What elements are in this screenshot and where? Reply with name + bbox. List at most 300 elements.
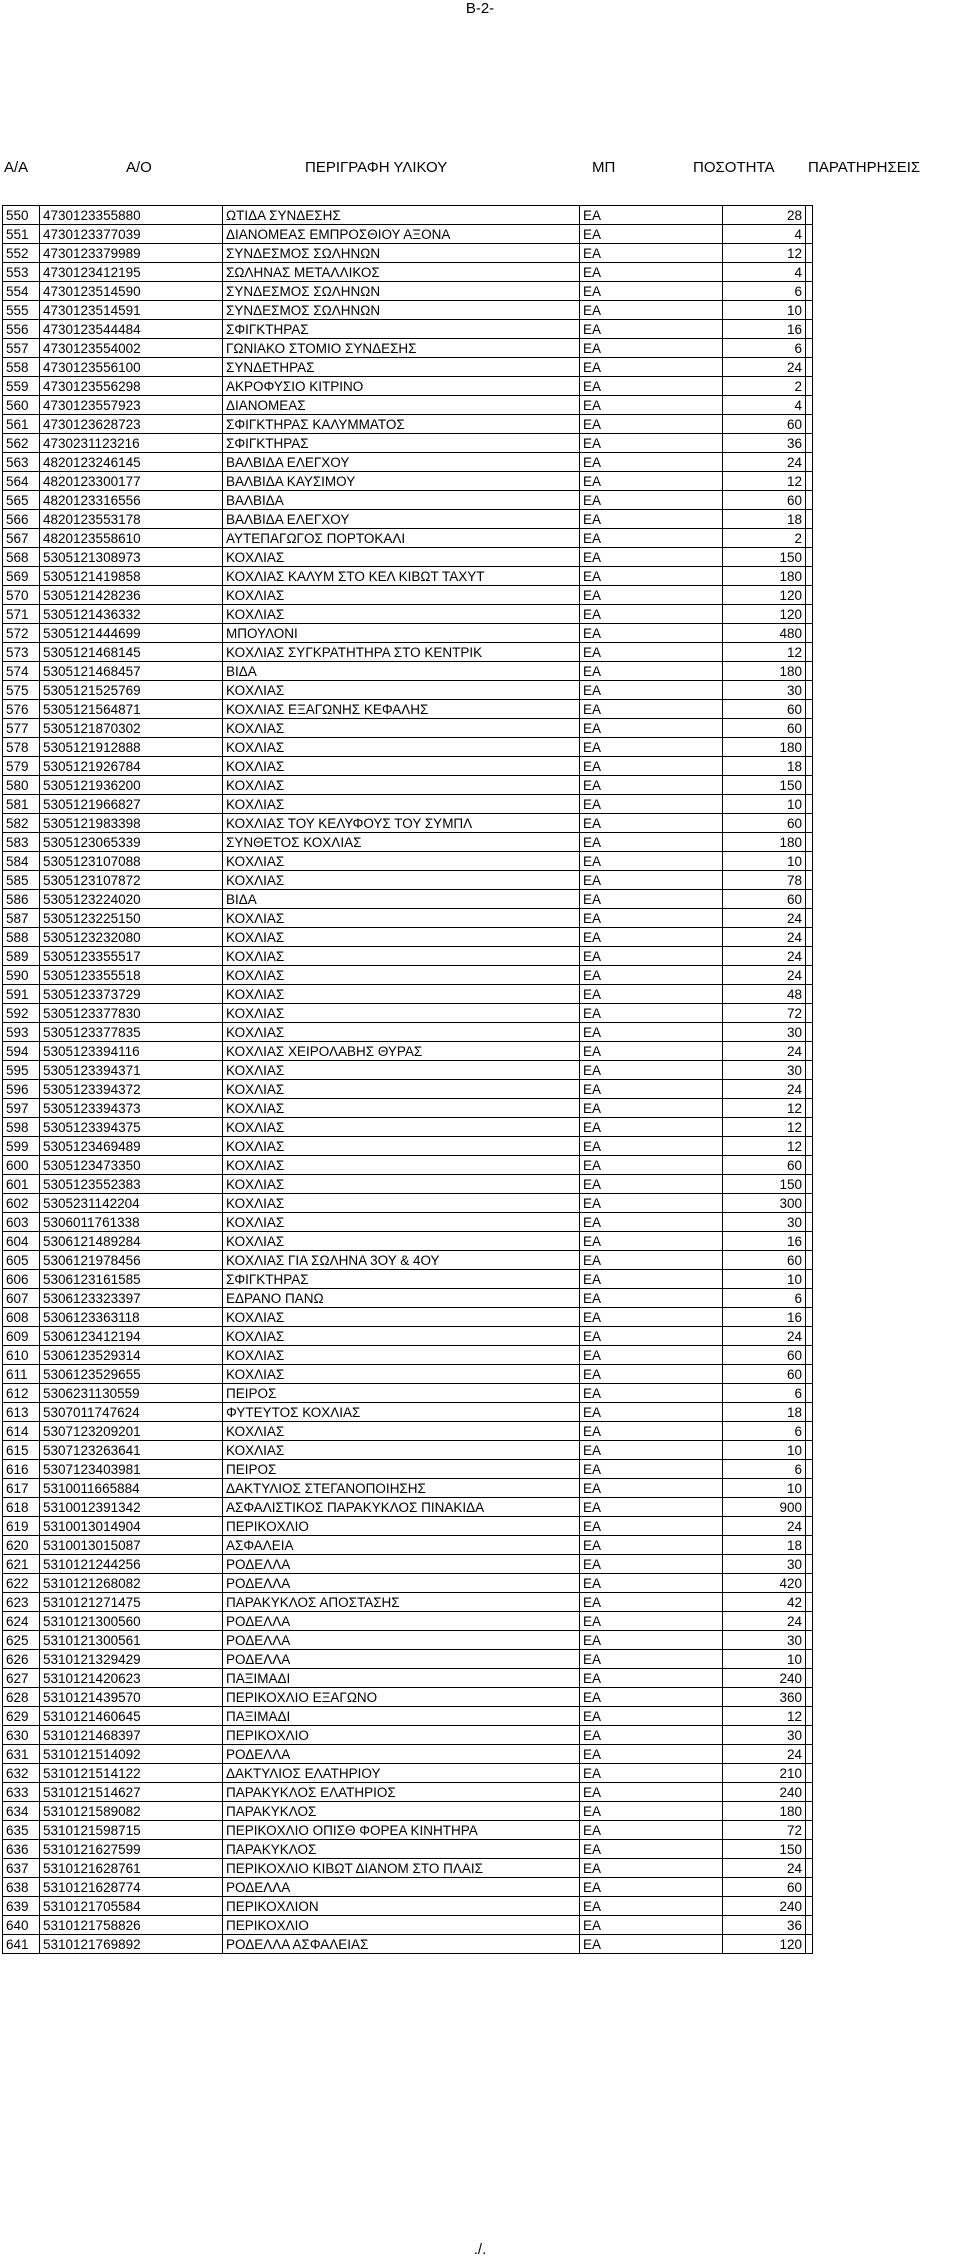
row-material-code: 4730123557923 [40,396,223,415]
row-unit: ΕΑ [580,1897,723,1916]
table-row [3,1517,813,1536]
row-unit: ΕΑ [580,605,723,624]
row-quantity: 24 [723,1080,806,1099]
row-material-code: 4730123554002 [40,339,223,358]
row-unit: ΕΑ [580,567,723,586]
row-quantity: 2 [723,529,806,548]
row-quantity: 210 [723,1764,806,1783]
row-notes [806,1004,813,1023]
row-quantity: 6 [723,1289,806,1308]
row-quantity: 6 [723,282,806,301]
row-description: ΣΦΙΓΚΤΗΡΑΣ [223,434,580,453]
row-quantity: 28 [723,206,806,225]
row-number: 571 [3,605,40,624]
row-unit: ΕΑ [580,1118,723,1137]
row-number: 583 [3,833,40,852]
row-unit: ΕΑ [580,1631,723,1650]
row-material-code: 5305121525769 [40,681,223,700]
row-notes [806,1631,813,1650]
row-notes [806,662,813,681]
row-quantity: 240 [723,1783,806,1802]
row-description: ΡΟΔΕΛΛΑ ΑΣΦΑΛΕΙΑΣ [223,1935,580,1954]
row-unit: ΕΑ [580,529,723,548]
row-number: 560 [3,396,40,415]
row-number: 634 [3,1802,40,1821]
table-row [3,1137,813,1156]
row-number: 599 [3,1137,40,1156]
table-row [3,1707,813,1726]
row-quantity: 18 [723,757,806,776]
table-row [3,225,813,244]
row-number: 602 [3,1194,40,1213]
row-description: ΚΟΧΛΙΑΣ ΤΟΥ ΚΕΛΥΦΟΥΣ ΤΟΥ ΣΥΜΠΛ [223,814,580,833]
row-quantity: 12 [723,1099,806,1118]
row-material-code: 5310121300560 [40,1612,223,1631]
row-notes [806,263,813,282]
row-number: 601 [3,1175,40,1194]
table-row [3,1650,813,1669]
row-material-code: 4820123558610 [40,529,223,548]
row-quantity: 10 [723,852,806,871]
row-number: 619 [3,1517,40,1536]
row-description: ΚΟΧΛΙΑΣ ΚΑΛΥΜ ΣΤΟ ΚΕΛ ΚΙΒΩΤ ΤΑΧΥΤ [223,567,580,586]
row-description: ΑΚΡΟΦΥΣΙΟ ΚΙΤΡΙΝΟ [223,377,580,396]
row-description: ΣΥΝΔΕΣΜΟΣ ΣΩΛΗΝΩΝ [223,301,580,320]
row-number: 587 [3,909,40,928]
row-material-code: 5305123107872 [40,871,223,890]
row-notes [806,1688,813,1707]
row-notes [806,1460,813,1479]
row-notes [806,1745,813,1764]
row-description: ΚΟΧΛΙΑΣ [223,1118,580,1137]
row-number: 567 [3,529,40,548]
table-row [3,1555,813,1574]
row-description: ΡΟΔΕΛΛΑ [223,1745,580,1764]
row-description: ΚΟΧΛΙΑΣ [223,738,580,757]
table-row [3,1403,813,1422]
row-material-code: 5310121628774 [40,1878,223,1897]
row-notes [806,1821,813,1840]
row-material-code: 5310012391342 [40,1498,223,1517]
row-unit: ΕΑ [580,966,723,985]
row-description: ΡΟΔΕΛΛΑ [223,1631,580,1650]
row-unit: ΕΑ [580,662,723,681]
row-unit: ΕΑ [580,244,723,263]
table-row [3,396,813,415]
row-material-code: 5306123161585 [40,1270,223,1289]
row-notes [806,472,813,491]
row-number: 606 [3,1270,40,1289]
row-notes [806,320,813,339]
row-description: ΓΩΝΙΑΚΟ ΣΤΟΜΙΟ ΣΥΝΔΕΣΗΣ [223,339,580,358]
row-unit: ΕΑ [580,1308,723,1327]
row-material-code: 5310121589082 [40,1802,223,1821]
row-unit: ΕΑ [580,472,723,491]
row-material-code: 5306121489284 [40,1232,223,1251]
row-notes [806,833,813,852]
row-notes [806,1289,813,1308]
row-unit: ΕΑ [580,1175,723,1194]
table-row [3,1916,813,1935]
row-notes [806,1517,813,1536]
row-material-code: 5310121628761 [40,1859,223,1878]
table-row [3,1118,813,1137]
row-unit: ΕΑ [580,890,723,909]
row-notes [806,947,813,966]
row-material-code: 5305121468457 [40,662,223,681]
row-description: ΒΙΔΑ [223,662,580,681]
row-unit: ΕΑ [580,1346,723,1365]
row-description: ΚΟΧΛΙΑΣ [223,1099,580,1118]
row-quantity: 120 [723,1935,806,1954]
row-unit: ΕΑ [580,1498,723,1517]
table-row [3,1023,813,1042]
row-notes [806,377,813,396]
row-number: 623 [3,1593,40,1612]
row-material-code: 5305121436332 [40,605,223,624]
row-quantity: 18 [723,1403,806,1422]
table-row [3,1308,813,1327]
row-number: 613 [3,1403,40,1422]
row-number: 638 [3,1878,40,1897]
row-unit: ΕΑ [580,1004,723,1023]
row-description: ΣΥΝΔΕΤΗΡΑΣ [223,358,580,377]
row-description: ΣΦΙΓΚΤΗΡΑΣ [223,1270,580,1289]
row-material-code: 5310121329429 [40,1650,223,1669]
row-material-code: 4730123514591 [40,301,223,320]
row-material-code: 5305231142204 [40,1194,223,1213]
header-aa: Α/Α [4,159,29,176]
row-number: 607 [3,1289,40,1308]
table-row [3,1498,813,1517]
row-unit: ΕΑ [580,643,723,662]
row-description: ΚΟΧΛΙΑΣ [223,719,580,738]
row-quantity: 150 [723,1175,806,1194]
row-description: ΚΟΧΛΙΑΣ [223,928,580,947]
row-unit: ΕΑ [580,719,723,738]
row-number: 618 [3,1498,40,1517]
row-unit: ΕΑ [580,757,723,776]
row-description: ΑΣΦΑΛΙΣΤΙΚΟΣ ΠΑΡΑΚΥΚΛΟΣ ΠΙΝΑΚΙΔΑ [223,1498,580,1517]
row-description: ΠΕΙΡΟΣ [223,1460,580,1479]
row-material-code: 5305123377835 [40,1023,223,1042]
row-material-code: 5310121271475 [40,1593,223,1612]
row-number: 581 [3,795,40,814]
row-quantity: 6 [723,339,806,358]
row-unit: ΕΑ [580,396,723,415]
row-unit: ΕΑ [580,1764,723,1783]
table-row [3,1289,813,1308]
row-unit: ΕΑ [580,225,723,244]
row-quantity: 240 [723,1669,806,1688]
row-unit: ΕΑ [580,1099,723,1118]
row-number: 627 [3,1669,40,1688]
row-notes [806,282,813,301]
row-material-code: 5305123107088 [40,852,223,871]
row-unit: ΕΑ [580,1802,723,1821]
table-row [3,1612,813,1631]
row-quantity: 2 [723,377,806,396]
row-description: ΡΟΔΕΛΛΑ [223,1650,580,1669]
row-unit: ΕΑ [580,1460,723,1479]
row-notes [806,795,813,814]
row-notes [806,871,813,890]
row-number: 632 [3,1764,40,1783]
header-quantity: ΠΟΣΟΤΗΤΑ [693,159,775,176]
row-description: ΚΟΧΛΙΑΣ ΓΙΑ ΣΩΛΗΝΑ 3ΟΥ & 4ΟΥ [223,1251,580,1270]
table-row [3,757,813,776]
row-notes [806,852,813,871]
row-notes [806,339,813,358]
row-description: ΚΟΧΛΙΑΣ ΕΞΑΓΩΝΗΣ ΚΕΦΑΛΗΣ [223,700,580,719]
row-quantity: 4 [723,396,806,415]
row-material-code: 5310121598715 [40,1821,223,1840]
row-material-code: 4820123553178 [40,510,223,529]
row-unit: ΕΑ [580,909,723,928]
row-number: 631 [3,1745,40,1764]
page-label: Β-2- [465,0,495,17]
header-notes: ΠΑΡΑΤΗΡΗΣΕΙΣ [808,159,921,176]
row-unit: ΕΑ [580,700,723,719]
row-unit: ΕΑ [580,1441,723,1460]
table-row [3,1175,813,1194]
row-quantity: 30 [723,681,806,700]
table-row [3,1099,813,1118]
row-description: ΚΟΧΛΙΑΣ [223,1346,580,1365]
table-row [3,1061,813,1080]
row-material-code: 5305121912888 [40,738,223,757]
table-row [3,1802,813,1821]
row-notes [806,510,813,529]
row-description: ΣΦΙΓΚΤΗΡΑΣ ΚΑΛΥΜΜΑΤΟΣ [223,415,580,434]
row-number: 578 [3,738,40,757]
row-quantity: 60 [723,491,806,510]
row-unit: ΕΑ [580,491,723,510]
table-row [3,1042,813,1061]
row-description: ΚΟΧΛΙΑΣ [223,1194,580,1213]
row-material-code: 4730123412195 [40,263,223,282]
table-row [3,453,813,472]
row-number: 630 [3,1726,40,1745]
row-notes [806,1061,813,1080]
row-quantity: 18 [723,1536,806,1555]
row-notes [806,1498,813,1517]
row-quantity: 24 [723,1327,806,1346]
row-notes [806,1251,813,1270]
header-ao: Α/Ο [126,159,152,176]
row-number: 641 [3,1935,40,1954]
row-material-code: 5305121444699 [40,624,223,643]
row-unit: ΕΑ [580,1042,723,1061]
row-unit: ΕΑ [580,1270,723,1289]
table-row [3,1080,813,1099]
row-material-code: 5306123529655 [40,1365,223,1384]
row-quantity: 36 [723,434,806,453]
row-quantity: 12 [723,1707,806,1726]
row-material-code: 5310121439570 [40,1688,223,1707]
row-unit: ΕΑ [580,1574,723,1593]
table-row [3,1688,813,1707]
table-row [3,244,813,263]
row-unit: ΕΑ [580,1251,723,1270]
row-description: ΚΟΧΛΙΑΣ [223,681,580,700]
row-description: ΠΑΡΑΚΥΚΛΟΣ ΕΛΑΤΗΡΙΟΣ [223,1783,580,1802]
row-number: 576 [3,700,40,719]
row-material-code: 5310121769892 [40,1935,223,1954]
row-unit: ΕΑ [580,1935,723,1954]
row-notes [806,567,813,586]
row-description: ΚΟΧΛΙΑΣ [223,795,580,814]
row-description: ΠΑΡΑΚΥΚΛΟΣ ΑΠΟΣΤΑΣΗΣ [223,1593,580,1612]
row-material-code: 5305123225150 [40,909,223,928]
row-quantity: 180 [723,1802,806,1821]
row-description: ΠΑΞΙΜΑΔΙ [223,1707,580,1726]
row-material-code: 5310121758826 [40,1916,223,1935]
table-row [3,1194,813,1213]
row-notes [806,1194,813,1213]
row-notes [806,738,813,757]
row-unit: ΕΑ [580,1783,723,1802]
row-quantity: 180 [723,567,806,586]
row-material-code: 4820123316556 [40,491,223,510]
row-unit: ΕΑ [580,1536,723,1555]
row-quantity: 420 [723,1574,806,1593]
row-number: 575 [3,681,40,700]
row-number: 582 [3,814,40,833]
row-quantity: 10 [723,1650,806,1669]
row-number: 597 [3,1099,40,1118]
row-unit: ΕΑ [580,1289,723,1308]
row-unit: ΕΑ [580,548,723,567]
row-description: ΚΟΧΛΙΑΣ [223,776,580,795]
row-number: 595 [3,1061,40,1080]
row-material-code: 5305123552383 [40,1175,223,1194]
table-row [3,510,813,529]
row-description: ΣΦΙΓΚΤΗΡΑΣ [223,320,580,339]
row-material-code: 5307011747624 [40,1403,223,1422]
table-row [3,434,813,453]
row-notes [806,1232,813,1251]
row-unit: ΕΑ [580,1555,723,1574]
row-material-code: 5305123469489 [40,1137,223,1156]
row-unit: ΕΑ [580,814,723,833]
row-notes [806,1555,813,1574]
row-notes [806,1346,813,1365]
row-unit: ΕΑ [580,1726,723,1745]
row-material-code: 5305121926784 [40,757,223,776]
row-material-code: 4730231123216 [40,434,223,453]
row-quantity: 78 [723,871,806,890]
table-row [3,1574,813,1593]
table-row [3,567,813,586]
row-unit: ΕΑ [580,320,723,339]
table-row [3,1745,813,1764]
table-row [3,301,813,320]
row-material-code: 5306123412194 [40,1327,223,1346]
row-material-code: 5305123394116 [40,1042,223,1061]
table-row [3,320,813,339]
row-material-code: 4730123556100 [40,358,223,377]
row-notes [806,415,813,434]
row-quantity: 180 [723,662,806,681]
row-description: ΚΟΧΛΙΑΣ [223,1156,580,1175]
row-notes [806,643,813,662]
row-unit: ΕΑ [580,1365,723,1384]
row-quantity: 12 [723,1118,806,1137]
row-quantity: 16 [723,320,806,339]
row-material-code: 5310121468397 [40,1726,223,1745]
table-row [3,1365,813,1384]
row-unit: ΕΑ [580,301,723,320]
row-unit: ΕΑ [580,1232,723,1251]
row-material-code: 4730123628723 [40,415,223,434]
table-row [3,833,813,852]
row-description: ΚΟΧΛΙΑΣ [223,1213,580,1232]
table-row [3,700,813,719]
row-description: ΦΥΤΕΥΤΟΣ ΚΟΧΛΙΑΣ [223,1403,580,1422]
row-description: ΣΩΛΗΝΑΣ ΜΕΤΑΛΛΙΚΟΣ [223,263,580,282]
header-description: ΠΕΡΙΓΡΑΦΗ ΥΛΙΚΟΥ [305,159,448,176]
table-row [3,1897,813,1916]
row-description: ΚΟΧΛΙΑΣ [223,605,580,624]
row-unit: ΕΑ [580,358,723,377]
row-unit: ΕΑ [580,1688,723,1707]
table-row [3,1935,813,1954]
row-notes [806,1270,813,1289]
table-row [3,1441,813,1460]
table-row [3,1479,813,1498]
row-description: ΚΟΧΛΙΑΣ [223,1061,580,1080]
row-description: ΔΑΚΤΥΛΙΟΣ ΕΛΑΤΗΡΙΟΥ [223,1764,580,1783]
row-quantity: 180 [723,833,806,852]
row-number: 573 [3,643,40,662]
row-quantity: 36 [723,1916,806,1935]
row-quantity: 24 [723,1612,806,1631]
table-row [3,985,813,1004]
table-row [3,548,813,567]
row-notes [806,814,813,833]
row-description: ΠΕΡΙΚΟΧΛΙΟ ΟΠΙΣΘ ΦΟΡΕΑ ΚΙΝΗΤΗΡΑ [223,1821,580,1840]
row-notes [806,681,813,700]
row-notes [806,244,813,263]
row-quantity: 72 [723,1004,806,1023]
row-quantity: 120 [723,586,806,605]
row-notes [806,225,813,244]
row-notes [806,206,813,225]
row-description: ΠΕΡΙΚΟΧΛΙΟ ΕΞΑΓΩΝΟ [223,1688,580,1707]
row-number: 624 [3,1612,40,1631]
row-material-code: 5307123263641 [40,1441,223,1460]
row-number: 612 [3,1384,40,1403]
row-quantity: 24 [723,1042,806,1061]
row-notes [806,776,813,795]
row-notes [806,1441,813,1460]
row-unit: ΕΑ [580,206,723,225]
table-row [3,738,813,757]
row-notes [806,1175,813,1194]
table-row [3,795,813,814]
row-number: 625 [3,1631,40,1650]
row-number: 588 [3,928,40,947]
table-row [3,1422,813,1441]
row-notes [806,434,813,453]
row-unit: ΕΑ [580,985,723,1004]
table-row [3,586,813,605]
row-number: 604 [3,1232,40,1251]
table-row [3,719,813,738]
table-row [3,1536,813,1555]
row-material-code: 5306121978456 [40,1251,223,1270]
